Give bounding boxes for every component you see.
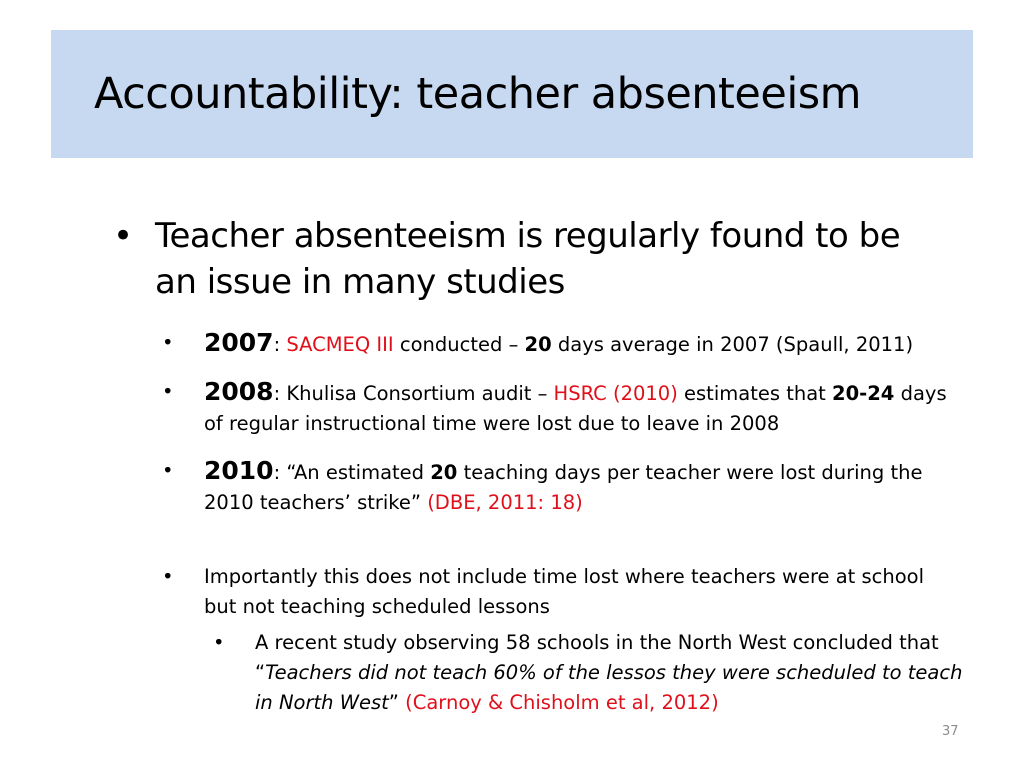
source-citation: (DBE, 2011: 18) bbox=[427, 491, 583, 514]
sub-sub-bullet-study bbox=[213, 628, 963, 718]
sub-bullet-2007 bbox=[162, 328, 962, 360]
sub-bullet-text: Importantly this does not include time lost where teachers were at school but not teaching scheduled lessons bbox=[204, 565, 925, 618]
text-segment: teaching days per teacher were lost during the 2010 teachers’ strike” bbox=[204, 461, 923, 514]
text-segment: A recent study observing 58 schools in the North West concluded that “ bbox=[255, 631, 939, 684]
text-segment: days of regular instructional time were lost due to leave in 2008 bbox=[204, 382, 947, 435]
year-label: 2007 bbox=[204, 328, 274, 357]
text-segment: : Khulisa Consortium audit – bbox=[273, 382, 554, 405]
sub-bullet-2010 bbox=[162, 456, 962, 518]
sub-bullet-2008 bbox=[162, 377, 962, 439]
year-label: 2008 bbox=[204, 377, 274, 406]
italic-quote: Teachers did not teach 60% of the lessos they were scheduled to teach in North West bbox=[255, 661, 963, 714]
sub-bullet-text bbox=[162, 377, 962, 439]
source-citation: HSRC (2010) bbox=[553, 382, 678, 405]
text-segment: conducted – bbox=[393, 333, 525, 356]
colon: : bbox=[273, 333, 287, 356]
slide-title: Accountability: teacher absenteeism bbox=[94, 69, 862, 119]
sub-bullet-importantly bbox=[162, 562, 962, 622]
text-segment: ” bbox=[388, 691, 406, 714]
text-segment: : “An estimated bbox=[273, 461, 431, 484]
slide-number: 37 bbox=[942, 724, 959, 739]
source-citation: (Carnoy & Chisholm et al, 2012) bbox=[405, 691, 719, 714]
main-bullet bbox=[113, 213, 943, 305]
bold-value: 20 bbox=[430, 461, 458, 484]
bullet-dot: • bbox=[162, 380, 174, 403]
bullet-dot: • bbox=[162, 331, 174, 354]
source-citation: SACMEQ III bbox=[286, 333, 394, 356]
main-bullet-text: Teacher absenteeism is regularly found to be an issue in many studies bbox=[155, 216, 901, 302]
sub-bullet-text bbox=[162, 456, 962, 518]
bullet-dot: • bbox=[162, 565, 174, 588]
title-banner bbox=[51, 30, 973, 158]
text-segment: days average in 2007 (Spaull, 2011) bbox=[551, 333, 914, 356]
sub-sub-bullet-text bbox=[213, 628, 963, 718]
sub-bullet-text bbox=[162, 328, 962, 360]
year-label: 2010 bbox=[204, 456, 274, 485]
bullet-dot: • bbox=[113, 216, 134, 256]
bullet-dot: • bbox=[213, 631, 225, 654]
bold-value: 20-24 bbox=[832, 382, 895, 405]
bold-value: 20 bbox=[524, 333, 552, 356]
text-segment: estimates that bbox=[677, 382, 832, 405]
bullet-dot: • bbox=[162, 459, 174, 482]
